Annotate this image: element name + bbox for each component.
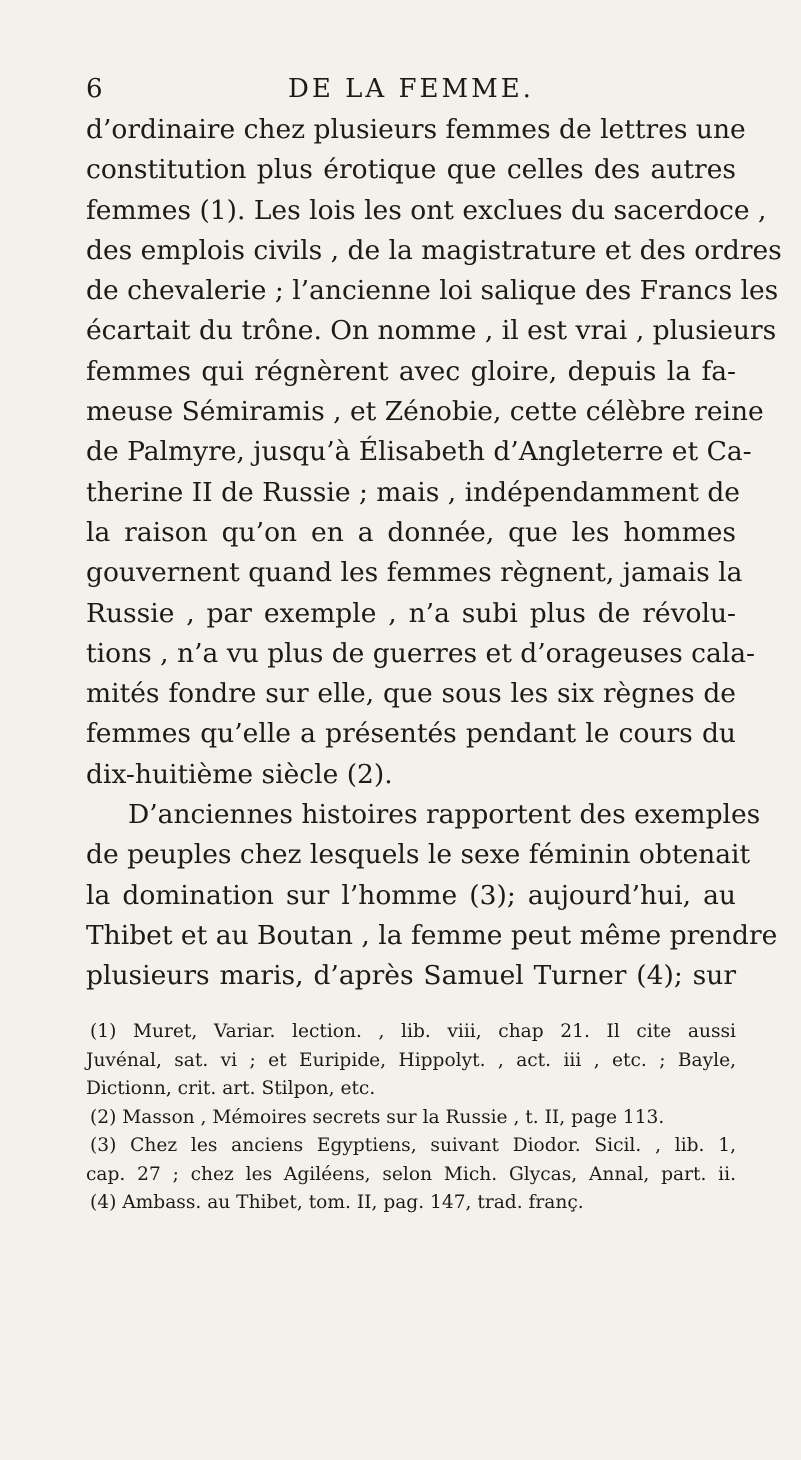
text-line: dix-huitième siècle (2). [86, 758, 393, 790]
text-line: des emplois civils , de la magistrature et des ordres [86, 234, 782, 266]
footnote-line: (1) Muret, Variar. lection. , lib. viii, chap 21. Il cite aussi [90, 1021, 736, 1042]
footnote-line: cap. 27 ; chez les Agiléens, selon Mich. Glycas, Annal, part. ii. [86, 1163, 736, 1185]
footnote-line: Juvénal, sat. vi ; et Euripide, Hippolyt. , act. iii , etc. ; Bayle, [86, 1049, 736, 1071]
footnote-line: (2) Masson , Mémoires secrets sur la Russie , t. II, page 113. [90, 1106, 665, 1128]
text-line: therine II de Russie ; mais , indépendamment de [86, 476, 740, 508]
text-line: femmes qu’elle a présentés pendant le cours du [86, 718, 736, 750]
text-line: Thibet et au Boutan , la femme peut même prendre [86, 919, 778, 951]
text-line: meuse Sémiramis , et Zénobie, cette célèbre reine [86, 396, 764, 428]
text-line: gouvernent quand les femmes règnent, jamais la [86, 557, 743, 589]
text-line: femmes qui régnèrent avec gloire, depuis la fa- [86, 355, 736, 387]
text-line: d’ordinaire chez plusieurs femmes de lettres une [86, 114, 746, 145]
text-line: de Palmyre, jusqu’à Élisabeth d’Angleterre et Ca- [86, 436, 752, 468]
text-line: tions , n’a vu plus de guerres et d’orageuses cala- [86, 637, 755, 669]
text-line: plusieurs maris, d’après Samuel Turner (4); sur [86, 960, 736, 992]
running-header [86, 74, 736, 106]
text-line: constitution plus érotique que celles des autres [86, 154, 736, 186]
text-line: de chevalerie ; l’ancienne loi salique des Francs les [86, 275, 779, 307]
text-line: de peuples chez lesquels le sexe féminin obtenait [86, 839, 751, 871]
body-text [86, 110, 782, 997]
page-number: 6 [86, 74, 106, 104]
text-line: écartait du trône. On nomme , il est vrai , plusieurs [86, 315, 777, 347]
footnotes [86, 1018, 736, 1218]
footnote-line: Dictionn, crit. art. Stilpon, etc. [86, 1078, 376, 1099]
text-line: femmes (1). Les lois les ont exclues du sacerdoce , [86, 194, 767, 226]
footnote-line: (4) Ambass. au Thibet, tom. II, pag. 147, trad. franç. [90, 1192, 584, 1213]
footnote-line: (3) Chez les anciens Egyptiens, suivant Diodor. Sicil. , lib. 1, [90, 1135, 736, 1156]
text-line: la raison qu’on en a donnée, que les hommes [86, 516, 736, 548]
running-title: DE LA FEMME. [288, 74, 534, 104]
text-line: la domination sur l’homme (3); aujourd’hui, au [86, 879, 736, 911]
text-line: Russie , par exemple , n’a subi plus de révolu- [86, 597, 736, 629]
text-line: D’anciennes histoires rapportent des exemples [128, 799, 761, 831]
text-line: mités fondre sur elle, que sous les six règnes de [86, 678, 736, 710]
